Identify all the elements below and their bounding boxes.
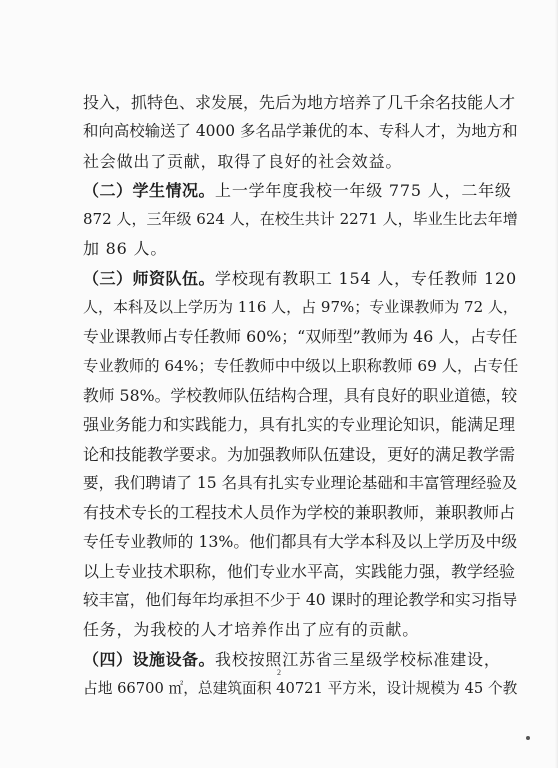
text-line: 专业课教师占专任教师 60%；“双师型”教师为 46 人，占专任 — [83, 327, 518, 347]
text-run: 学校现有教职工 154 人，专任教师 120 — [215, 268, 517, 288]
text-line: 专业教师的 64%；专任教师中中级以上职称教师 69 人，占专任 — [83, 356, 519, 375]
text-line: 人，本科及以上学历为 116 人，占 97%；专业课教师为 72 人， — [83, 298, 518, 317]
text-line: 要，我们聘请了 15 名具有扎实专业理论基础和丰富管理经验及 — [83, 473, 518, 492]
text-line: 教师 58%。学校教师队伍结构合理，具有良好的职业道德，较 — [83, 385, 518, 405]
text-line: 任务，为我校的人才培养作出了应有的贡献。 — [83, 620, 420, 640]
text-line: 专任专业教师的 13%。他们都具有大学本科及以上学历及中级 — [83, 532, 518, 552]
section-heading: （四）设施设备。 — [83, 649, 216, 669]
text-run: 我校按照江苏省三星级学校标准建设， — [215, 649, 501, 669]
paragraph-intro-continuation — [83, 88, 518, 176]
text-line: 872 人，三年级 624 人，在校生共计 2271 人，毕业生比去年增 — [83, 210, 518, 229]
text-line: 以上专业技术职称，他们专业水平高，实践能力强，教学经验 — [83, 561, 516, 581]
section-heading: （三）师资队伍。 — [83, 268, 216, 288]
text-line: 投入，抓特色、求发展，先后为地方培养了几千余名技能人才 — [83, 93, 516, 112]
paragraph-student-situation — [83, 176, 518, 264]
text-line: 加 86 人。 — [83, 239, 168, 259]
document-body — [83, 88, 518, 703]
text-line — [83, 264, 518, 293]
text-line: 较丰富，他们每年均承担不少于 40 课时的理论教学和实习指导 — [83, 591, 518, 610]
text-line — [83, 176, 518, 205]
text-line: 强业务能力和实践能力，具有扎实的专业理论知识，能满足理 — [83, 415, 516, 435]
text-line: 和向高校输送了 4000 多名品学兼优的本、专科人才，为地方和 — [83, 122, 518, 141]
text-run: 上一学年度我校一年级 775 人，二年级 — [215, 180, 512, 200]
text-line: 有技术专长的工程技术人员作为学校的兼职教师，兼职教师占 — [83, 503, 516, 523]
text-line: 论和技能教学要求。为加强教师队伍建设，更好的满足教学需 — [83, 444, 516, 464]
text-line: 社会做出了贡献，取得了良好的社会效益。 — [83, 151, 403, 171]
section-heading: （二）学生情况。 — [83, 180, 216, 200]
paragraph-teaching-staff — [83, 264, 518, 645]
scan-speck — [526, 736, 530, 740]
page-number: 2 — [277, 668, 281, 677]
text-line: 占地 66700 ㎡，总建筑面积 40721 平方米，设计规模为 45 个教 — [83, 679, 518, 697]
